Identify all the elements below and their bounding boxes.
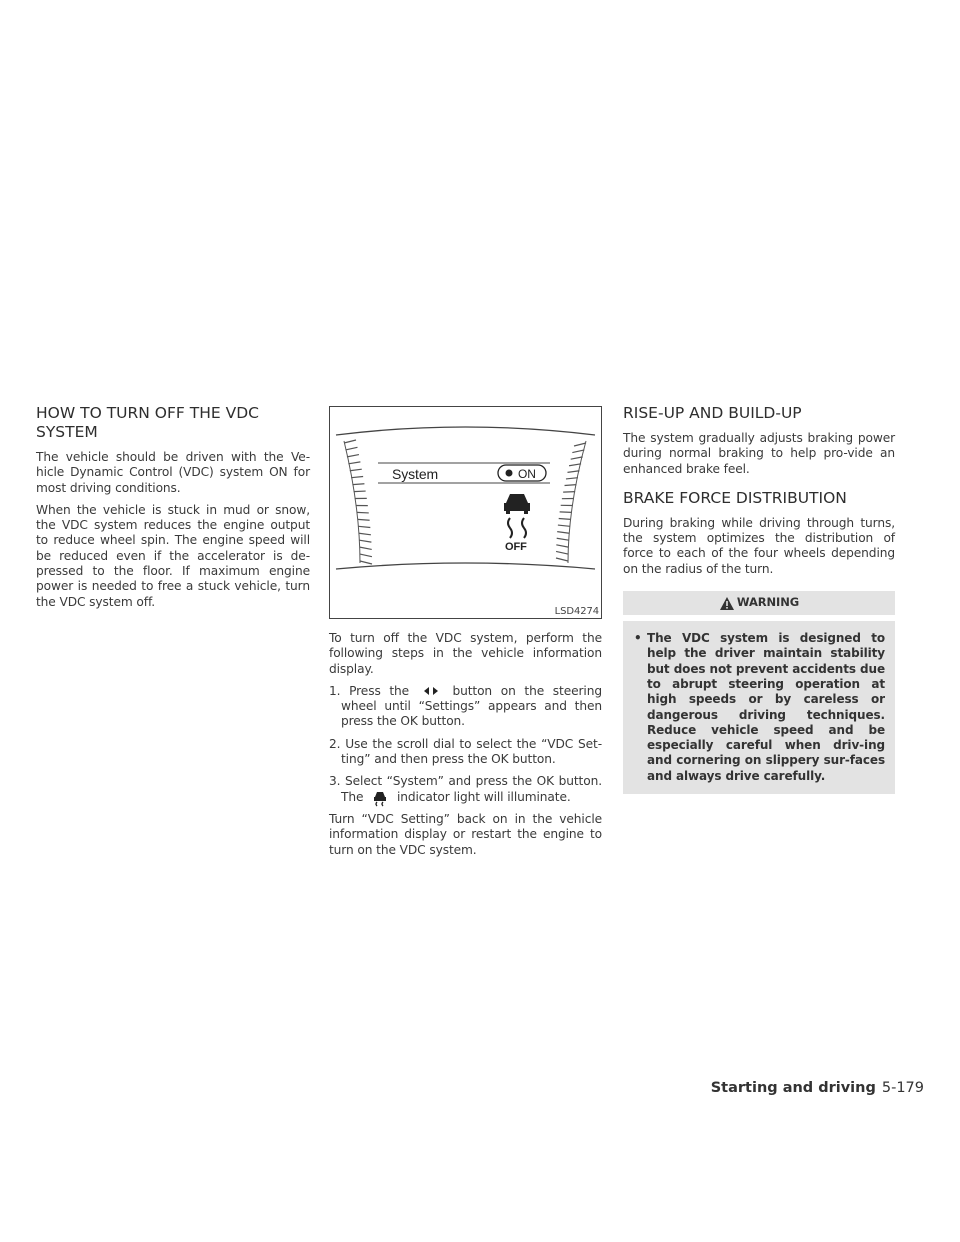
step-1: 1. Press the button on the steering wheel until “Settings” appears and then press the OK button. xyxy=(329,683,602,729)
gauge-tick-right xyxy=(556,558,568,561)
paragraph-rise-up: The system gradually adjusts braking power during normal braking to help pro-vide an enhanced brake feel. xyxy=(623,431,895,476)
paragraph-stuck-vehicle: When the vehicle is stuck in mud or snow, the VDC system reduces the engine output to reduce wheel spin. The engine speed will be reduced even if the accelerator is de-pressed to the floor. If maximum engine power is needed to free a stuck vehicle, turn the VDC system off. xyxy=(36,502,310,609)
gauge-tick-right xyxy=(557,538,569,540)
gauge-tick-right xyxy=(560,512,572,513)
gauge-tick-left xyxy=(359,540,371,542)
gauge-tick-right xyxy=(571,457,583,459)
figure-code: LSD4274 xyxy=(554,606,599,617)
toggle-label-on: ON xyxy=(518,467,536,481)
paragraph-vdc-on: The vehicle should be driven with the Ve-hicle Dynamic Control (VDC) system ON for most driving conditions. xyxy=(36,450,310,495)
gauge-tick-left xyxy=(354,491,366,492)
paragraph-turn-back-on: Turn “VDC Setting” back on in the vehicle information display or restart the engine to turn on the VDC system. xyxy=(329,811,602,857)
vdc-off-indicator-icon xyxy=(367,790,393,804)
step-3: 3. Select “System” and press the OK button. The indicator light will illuminate. xyxy=(329,774,602,805)
column-right xyxy=(623,404,895,794)
page-footer xyxy=(711,1080,924,1096)
menu-label-system: System xyxy=(392,466,439,482)
warning-bullet-item xyxy=(631,631,885,784)
paragraph-brake-force: During braking while driving through turns, the system optimizes the distribution of force to each of the four wheels depending on the radius of the turn. xyxy=(623,515,895,576)
gauge-tick-right xyxy=(572,450,584,453)
indicator-label-off: OFF xyxy=(505,541,527,553)
vdc-display-illustration xyxy=(330,407,601,618)
skid-off-indicator-icon xyxy=(504,494,530,538)
gauge-tick-left xyxy=(358,526,370,527)
gauge-tick-left xyxy=(351,476,363,477)
step-2: 2. Use the scroll dial to select the “VDC Set-ting” and then press the OK button. xyxy=(329,736,602,767)
gauge-tick-left xyxy=(360,554,372,557)
gauge-tick-left xyxy=(357,512,369,513)
steps-list xyxy=(329,684,602,805)
footer-section-title: Starting and driving xyxy=(710,1080,876,1096)
column-middle xyxy=(329,406,602,865)
warning-title: WARNING xyxy=(736,595,800,610)
gauge-tick-left xyxy=(347,455,359,457)
gauge-tick-right xyxy=(556,545,568,547)
gauge-tick-right xyxy=(566,478,578,479)
warning-header xyxy=(623,591,895,615)
gauge-tick-left xyxy=(360,547,372,549)
heading-rise-up: RISE-UP AND BUILD-UP xyxy=(623,404,802,422)
gauge-tick-right xyxy=(574,443,586,446)
gauge-tick-left xyxy=(352,484,364,485)
heading-brake-force: BRAKE FORCE DISTRIBUTION xyxy=(623,488,847,507)
gauge-tick-right xyxy=(557,532,569,534)
warning-text: The VDC system is designed to help the driver maintain stability but does not prevent accidents due to abrupt steering operation at high speeds or by careless or dangerous driving techniques. Reduce vehicle speed and be especially careful when driv-ing and cornering on slippery sur-faces and always drive carefully. xyxy=(647,631,885,783)
warning-body xyxy=(623,621,895,794)
gauge-tick-left xyxy=(360,561,372,564)
gauge-tick-left xyxy=(345,447,357,450)
gauge-tick-left xyxy=(350,469,362,471)
gauge-tick-right xyxy=(559,518,571,519)
gauge-tick-right xyxy=(558,525,570,526)
gauge-tick-left xyxy=(348,462,360,464)
bullet-dot: • xyxy=(634,631,642,646)
gauge-tick-right xyxy=(563,492,575,493)
page-number: 5-179 xyxy=(881,1080,924,1096)
gauge-tick-right xyxy=(567,471,579,473)
vdc-display-figure xyxy=(329,406,602,619)
heading-turn-off-vdc: HOW TO TURN OFF THE VDC SYSTEM xyxy=(36,404,259,441)
warning-box xyxy=(623,591,895,794)
left-right-arrows-icon xyxy=(418,684,444,698)
gauge-tick-right xyxy=(569,464,581,466)
gauge-tick-left xyxy=(358,519,370,520)
gauge-tick-left xyxy=(359,533,371,535)
paragraph-steps-intro: To turn off the VDC system, perform the following steps in the vehicle information display. xyxy=(329,631,602,676)
gauge-tick-right xyxy=(556,551,568,554)
gauge-tick-right xyxy=(565,485,577,486)
warning-triangle-icon xyxy=(719,596,735,611)
column-left xyxy=(36,404,310,617)
gauge-tick-left xyxy=(344,440,356,443)
